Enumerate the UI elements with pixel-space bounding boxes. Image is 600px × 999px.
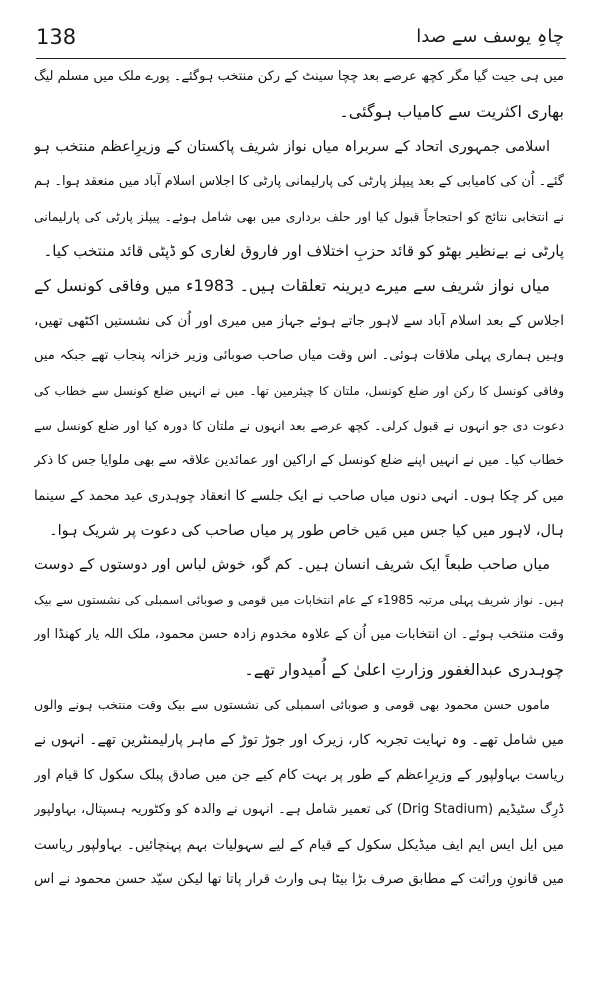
- header-divider: [36, 58, 566, 59]
- text-line: ریاست بہاولپور کے وزیرِاعظم کے طور پر بہت کام کیے جن میں صادق پبلک سکول کا قیام اور: [34, 766, 564, 783]
- text-line: دعوت دی جو انہوں نے قبول کرلی۔ کچھ عرصے بعد انہوں نے ملتان کا دورہ کیا اور ضلع کونسل سے: [34, 417, 564, 433]
- text-line: خطاب کیا۔ میں نے انہیں اپنے ضلع کونسل کے اراکین اور عمائدین علاقہ سے بھی ملوایا جس کا ذکر: [34, 452, 564, 468]
- text-line: میاں نواز شریف سے میرے دیرینہ تعلقات ہیں۔ 1983ء میں وفاقی کونسل کے: [34, 276, 550, 296]
- text-line: وفاقی کونسل کا رکن اور ضلع کونسل، ملتان کا چیئرمین تھا۔ میں نے انہیں ضلع کونسل سے خطاب کی: [34, 384, 564, 399]
- text-line: بھاری اکثریت سے کامیاب ہوگئی۔: [339, 101, 564, 121]
- paragraph: [34, 60, 564, 130]
- text-line: میں شامل تھے۔ وہ نہایت تجربہ کار، زیرک اور جوڑ توڑ کے ماہر پارلیمنٹرین تھے۔ انہوں نے: [34, 731, 564, 748]
- text-line: گئے۔ اُن کی کامیابی کے بعد پیپلز پارٹی کی پارلیمانی پارٹی کا اجلاس اسلام آباد میں منعقد ہوا۔ ہم: [34, 173, 564, 189]
- paragraph: [34, 688, 564, 897]
- text-line: ڈرِگ سٹیڈیم (Drig Stadium) کی تعمیر شامل ہے۔ انہوں نے والدہ کو وکٹوریہ ہسپتال، بہاولپور: [34, 801, 564, 817]
- text-line: ہال، لاہور میں کیا جس میں مَیں خاص طور پر میاں صاحب کی دعوت پر شریک ہوا۔: [49, 522, 564, 539]
- running-title: چاہِ یوسف سے صدا: [416, 26, 564, 47]
- text-line: میاں صاحب طبعاً ایک شریف انسان ہیں۔ کم گو، خوش لباس اور دوستوں کے دوست: [34, 557, 550, 574]
- text-line: ہیں۔ نواز شریف پہلی مرتبہ 1985ء کے عام انتخابات میں قومی و صوبائی اسمبلی کی نشستوں سے بیک: [34, 593, 564, 608]
- text-line: چوہدری عبدالغفور وزارتِ اعلیٰ کے اُمیدوار تھے۔: [244, 660, 564, 680]
- text-line: نے انتخابی نتائج کو احتجاجاً قبول کیا اور حلف برداری میں بھی شامل ہوئے۔ پیپلز پارٹی کی پارلیمانی: [34, 208, 564, 224]
- page-header: [36, 22, 564, 54]
- text-line: اجلاس کے بعد اسلام آباد سے لاہور جاتے ہوئے جہاز میں میری اور اُن کی نشستیں اکٹھی تھیں،: [34, 313, 564, 330]
- text-line: ماموں حسن محمود بھی قومی و صوبائی اسمبلی کی نشستوں سے بیک وقت منتخب ہونے والوں: [34, 697, 550, 713]
- text-line: وہیں ہماری پہلی ملاقات ہوئی۔ اس وقت میاں صاحب صوبائی وزیر خزانہ پنجاب تھے جبکہ میں: [34, 348, 564, 364]
- text-line: میں کر چکا ہوں۔ انہی دنوں میاں صاحب نے ایک جلسے کا انعقاد چوہدری عید محمد کے سینما: [34, 487, 564, 504]
- paragraph: [34, 548, 564, 688]
- body-text: [34, 60, 564, 897]
- paragraph: [34, 269, 564, 548]
- text-line: میں قانونِ وراثت کے مطابق صرف بڑا بیٹا ہی وارث قرار پاتا تھا لیکن سیّد حسن محمود نے اس: [34, 871, 564, 888]
- paragraph: [34, 130, 564, 270]
- page-number: 138: [36, 25, 77, 49]
- text-line: میں ہی جیت گیا مگر کچھ عرصے بعد چچا سینٹ کے رکن منتخب ہوگئے۔ پورے ملک میں مسلم لیگ: [34, 69, 564, 84]
- text-line: پارٹی نے بےنظیر بھٹو کو قائد حزبِ اختلاف اور فاروق لغاری کو ڈپٹی قائد منتخب کیا۔: [43, 242, 564, 261]
- text-line: وقت منتخب ہوئے۔ ان انتخابات میں اُن کے علاوہ مخدوم زادہ حسن محمود، ملک اللہ یار کھنڈا اور: [34, 627, 564, 643]
- text-line: میں ایل ایس ایم ایف میڈیکل سکول کے قیام کے لیے سہولیات بہم پہنچائیں۔ بہاولپور ریاست: [34, 836, 564, 853]
- text-line: اسلامی جمہوری اتحاد کے سربراہ میاں نواز شریف پاکستان کے وزیرِاعظم منتخب ہو: [34, 138, 550, 155]
